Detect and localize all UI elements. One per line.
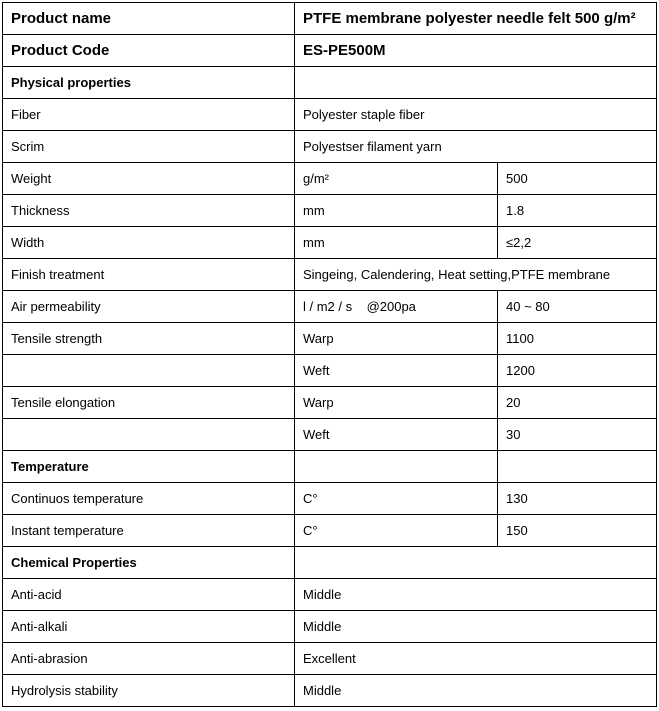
empty-cell [3,419,295,451]
scrim-label: Scrim [3,131,295,163]
instant-temperature-label: Instant temperature [3,515,295,547]
thickness-value: 1.8 [498,195,657,227]
instant-temperature-unit: C° [295,515,498,547]
product-name-value: PTFE membrane polyester needle felt 500 g/m² [295,3,657,35]
weight-unit: g/m² [295,163,498,195]
anti-acid-value: Middle [295,579,657,611]
tensile-strength-weft-label: Weft [295,355,498,387]
section-row-chemical [3,547,657,579]
empty-cell [295,451,498,483]
table-row-width [3,227,657,259]
anti-alkali-label: Anti-alkali [3,611,295,643]
hydrolysis-stability-value: Middle [295,675,657,707]
continuous-temperature-label: Continuos temperature [3,483,295,515]
fiber-label: Fiber [3,99,295,131]
thickness-unit: mm [295,195,498,227]
weight-value: 500 [498,163,657,195]
section-title-temperature: Temperature [3,451,295,483]
empty-cell [295,547,657,579]
table-row-finish [3,259,657,291]
continuous-temperature-unit: C° [295,483,498,515]
tensile-elongation-weft-label: Weft [295,419,498,451]
table-row-instant-temperature [3,515,657,547]
empty-cell [3,355,295,387]
continuous-temperature-value: 130 [498,483,657,515]
tensile-elongation-weft-value: 30 [498,419,657,451]
tensile-strength-weft-value: 1200 [498,355,657,387]
section-title-chemical: Chemical Properties [3,547,295,579]
tensile-elongation-label: Tensile elongation [3,387,295,419]
section-row-temperature [3,451,657,483]
table-row-anti-alkali [3,611,657,643]
anti-abrasion-label: Anti-abrasion [3,643,295,675]
tensile-strength-warp-label: Warp [295,323,498,355]
hydrolysis-stability-label: Hydrolysis stability [3,675,295,707]
width-label: Width [3,227,295,259]
anti-acid-label: Anti-acid [3,579,295,611]
empty-cell [498,451,657,483]
weight-label: Weight [3,163,295,195]
table-row-tensile-strength-warp [3,323,657,355]
product-name-label: Product name [3,3,295,35]
finish-value: Singeing, Calendering, Heat setting,PTFE membrane [295,259,657,291]
tensile-strength-warp-value: 1100 [498,323,657,355]
product-code-value: ES-PE500M [295,35,657,67]
instant-temperature-value: 150 [498,515,657,547]
air-permeability-value: 40 ~ 80 [498,291,657,323]
table-row-anti-abrasion [3,643,657,675]
table-row-anti-acid [3,579,657,611]
tensile-elongation-warp-label: Warp [295,387,498,419]
table-row-scrim [3,131,657,163]
anti-abrasion-value: Excellent [295,643,657,675]
thickness-label: Thickness [3,195,295,227]
air-permeability-label: Air permeability [3,291,295,323]
tensile-strength-label: Tensile strength [3,323,295,355]
scrim-value: Polyestser filament yarn [295,131,657,163]
table-row-product-code [3,35,657,67]
finish-label: Finish treatment [3,259,295,291]
fiber-value: Polyester staple fiber [295,99,657,131]
empty-cell [295,67,657,99]
table-row-hydrolysis-stability [3,675,657,707]
table-row-thickness [3,195,657,227]
tensile-elongation-warp-value: 20 [498,387,657,419]
table-row-tensile-strength-weft [3,355,657,387]
table-row-air-permeability [3,291,657,323]
air-permeability-unit: l / m2 / s @200pa [295,291,498,323]
table-row-fiber [3,99,657,131]
product-spec-table [2,2,657,707]
section-row-physical [3,67,657,99]
width-unit: mm [295,227,498,259]
table-row-continuous-temperature [3,483,657,515]
anti-alkali-value: Middle [295,611,657,643]
product-code-label: Product Code [3,35,295,67]
table-row-tensile-elongation-warp [3,387,657,419]
table-row-weight [3,163,657,195]
width-value: ≤2,2 [498,227,657,259]
table-row-tensile-elongation-weft [3,419,657,451]
section-title-physical: Physical properties [3,67,295,99]
table-row-product-name [3,3,657,35]
